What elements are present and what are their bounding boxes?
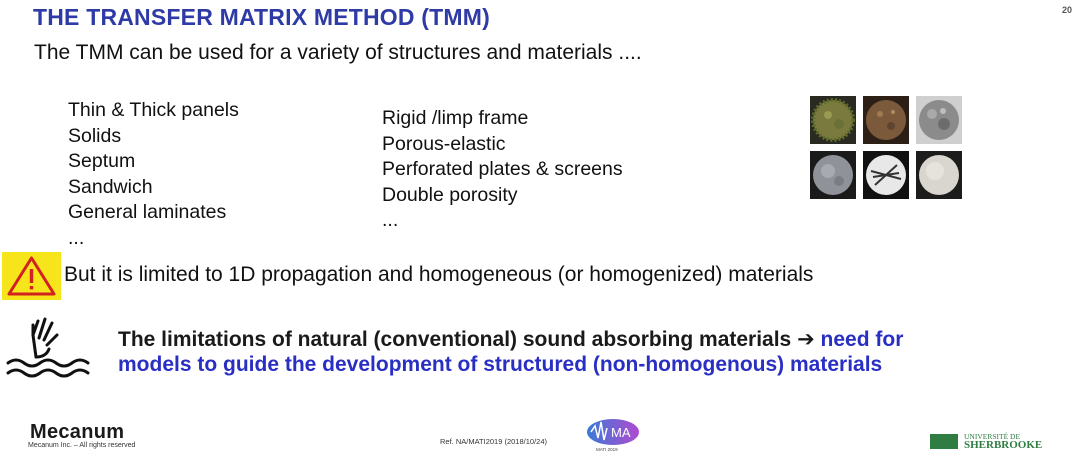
list-item: Sandwich bbox=[68, 175, 153, 198]
slide-title: THE TRANSFER MATRIX METHOD (TMM) bbox=[33, 4, 490, 30]
mati-logo-text: MA bbox=[611, 425, 631, 440]
list-item: Double porosity bbox=[382, 183, 518, 206]
structures-list bbox=[68, 98, 239, 251]
university-name: SHERBROOKE bbox=[964, 439, 1043, 451]
copyright-text: Mecanum Inc. – All rights reserved bbox=[28, 442, 136, 449]
mecanum-logo: Mecanum bbox=[30, 421, 125, 443]
mati-caption: MATI 2019 bbox=[596, 447, 618, 452]
materials-list bbox=[382, 106, 623, 234]
list-item: ... bbox=[382, 209, 399, 231]
sample-white-fiber bbox=[863, 151, 909, 199]
limitation-statement: But it is limited to 1D propagation and homogeneous (or homogenized) materials bbox=[64, 263, 814, 286]
arrow-right-icon: ➔ bbox=[797, 328, 815, 351]
reference-text: Ref. NA/MATI2019 (2018/10/24) bbox=[440, 437, 547, 446]
material-samples-image bbox=[810, 96, 962, 200]
university-label: UNIVERSITÉ DE bbox=[964, 432, 1021, 441]
warning-icon bbox=[2, 252, 61, 300]
need-text-start: need for bbox=[820, 328, 904, 351]
sherbrooke-mark-icon bbox=[930, 434, 958, 449]
slide-subtitle: The TMM can be used for a variety of structures and materials .... bbox=[34, 41, 642, 64]
sample-green-felt bbox=[810, 96, 856, 144]
sample-grey-wool bbox=[810, 151, 856, 199]
list-item: Solids bbox=[68, 124, 122, 147]
sample-brown-cork bbox=[863, 96, 909, 144]
limitation-text: The limitations of natural (conventional) sound absorbing materials bbox=[118, 328, 792, 351]
list-item: General laminates bbox=[68, 201, 227, 223]
need-text-continued: models to guide the development of structured (non-homogenous) materials bbox=[118, 353, 883, 376]
motivation-statement bbox=[118, 327, 903, 377]
list-item: Thin & Thick panels bbox=[68, 99, 239, 121]
list-item: Perforated plates & screens bbox=[382, 158, 623, 180]
sample-grey-foam bbox=[916, 96, 962, 144]
list-item: Rigid /limp frame bbox=[382, 107, 529, 129]
list-item: Porous-elastic bbox=[382, 132, 506, 155]
sample-white-solid bbox=[916, 151, 962, 199]
slide-number: 20 bbox=[1061, 5, 1072, 15]
list-item: ... bbox=[68, 226, 85, 249]
list-item: Septum bbox=[68, 150, 136, 172]
drowning-hand-icon bbox=[2, 313, 96, 381]
